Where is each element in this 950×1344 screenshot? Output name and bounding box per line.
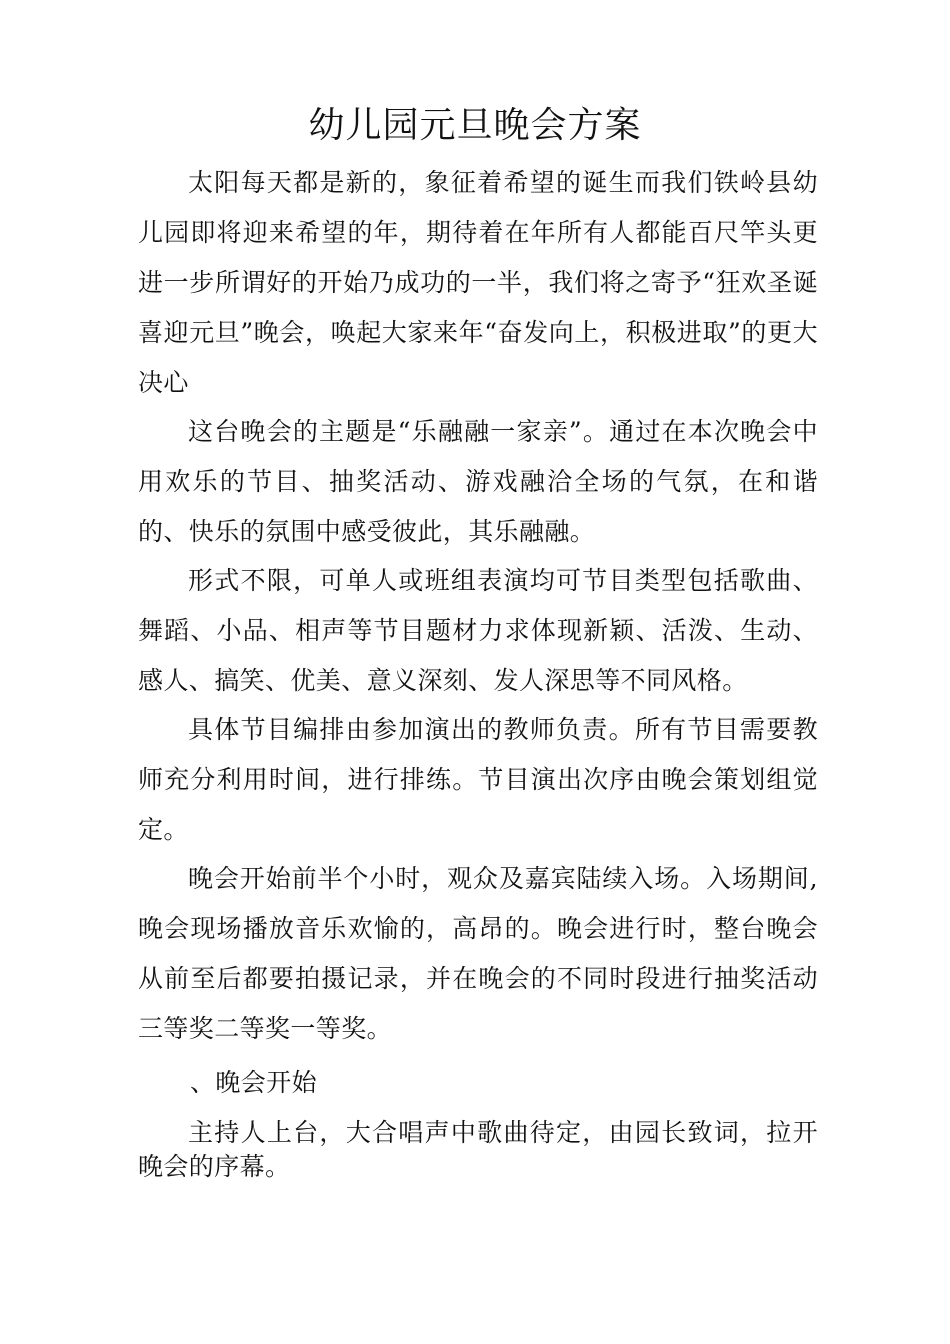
document-title: 幼儿园元旦晚会方案 xyxy=(308,105,642,146)
paragraph-theme: 这台晚会的主题是“乐融融一家亲”。通过在本次晚会中用欢乐的节目、抽奖活动、游戏融洽全场的气氛，在和谐的、快乐的氛围中感受彼此，其乐融融。 xyxy=(138,417,818,546)
paragraph-opening: 主持人上台，大合唱声中歌曲待定，由园长致词，拉开晚会的序幕。 xyxy=(138,1118,818,1181)
paragraph-arrangement: 具体节目编排由参加演出的教师负责。所有节目需要教师充分利用时间，进行排练。节目演出次序由晚会策划组觉定。 xyxy=(138,715,818,844)
paragraph-format: 形式不限，可单人或班组表演均可节目类型包括歌曲、舞蹈、小品、相声等节目题材力求体现新颖、活泼、生动、感人、搞笑、优美、意义深刻、发人深思等不同风格。 xyxy=(138,566,818,695)
section-heading: 、晚会开始 xyxy=(190,1068,318,1097)
paragraph-entrance: 晚会开始前半个小时，观众及嘉宾陆续入场。入场期间,晚会现场播放音乐欢愉的，高昂的。晚会进行时，整台晚会从前至后都要拍摄记录，并在晚会的不同时段进行抽奖活动三等奖二等奖一等奖。 xyxy=(138,864,818,1043)
paragraph-intro: 太阳每天都是新的，象征着希望的诞生而我们铁岭县幼儿园即将迎来希望的年，期待着在年所有人都能百尺竿头更进一步所谓好的开始乃成功的一半，我们将之寄予“狂欢圣诞喜迎元旦”晚会，唤起大家来年“奋发向上，积极进取”的更大决心 xyxy=(138,168,818,397)
